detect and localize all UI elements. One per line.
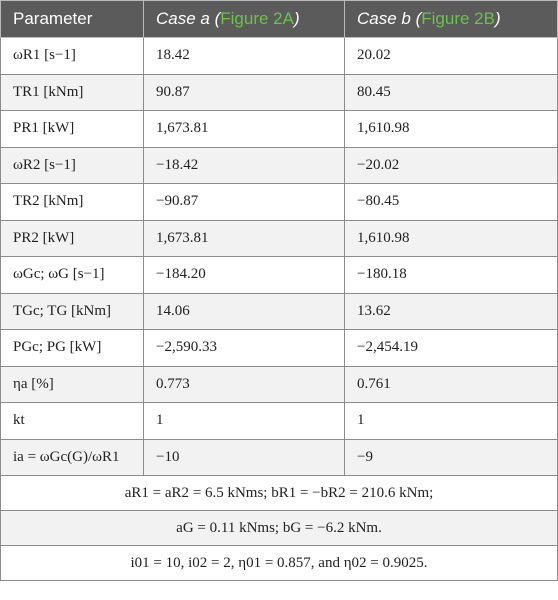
case-a-cell: −184.20 bbox=[144, 257, 345, 294]
header-case-a bbox=[144, 1, 345, 38]
case-a-cell: −90.87 bbox=[144, 184, 345, 221]
table-row bbox=[1, 366, 558, 403]
table-row bbox=[1, 74, 558, 111]
header-case-b bbox=[345, 1, 558, 38]
case-b-cell: 1,610.98 bbox=[345, 111, 558, 148]
figure-2a-link[interactable]: Figure 2A bbox=[220, 9, 294, 28]
case-b-cell: 1 bbox=[345, 403, 558, 440]
case-b-cell: 13.62 bbox=[345, 293, 558, 330]
case-a-cell: −10 bbox=[144, 439, 345, 476]
case-a-cell: −2,590.33 bbox=[144, 330, 345, 367]
note-row bbox=[1, 476, 558, 511]
table-row bbox=[1, 330, 558, 367]
case-a-cell: 18.42 bbox=[144, 38, 345, 75]
param-cell: ωR2 [s−1] bbox=[1, 147, 144, 184]
param-cell: PR1 [kW] bbox=[1, 111, 144, 148]
table-row bbox=[1, 293, 558, 330]
header-row bbox=[1, 1, 558, 38]
param-cell: ωGc; ωG [s−1] bbox=[1, 257, 144, 294]
case-a-cell: −18.42 bbox=[144, 147, 345, 184]
note-ratios-efficiencies: i01 = 10, i02 = 2, η01 = 0.857, and η02 = 0.9025. bbox=[1, 546, 558, 581]
note-row bbox=[1, 511, 558, 546]
table-row bbox=[1, 220, 558, 257]
case-b-cell: −80.45 bbox=[345, 184, 558, 221]
header-case-b-prefix: Case b ( bbox=[357, 9, 422, 28]
header-parameter: Parameter bbox=[1, 1, 144, 38]
header-case-a-prefix: Case a ( bbox=[156, 9, 221, 28]
table-row bbox=[1, 257, 558, 294]
case-a-cell: 90.87 bbox=[144, 74, 345, 111]
table-row bbox=[1, 184, 558, 221]
param-cell: TR1 [kNm] bbox=[1, 74, 144, 111]
case-b-cell: −20.02 bbox=[345, 147, 558, 184]
param-cell: ia = ωGc(G)/ωR1 bbox=[1, 439, 144, 476]
param-cell: ηa [%] bbox=[1, 366, 144, 403]
table-row bbox=[1, 403, 558, 440]
header-case-a-suffix: ) bbox=[293, 9, 300, 28]
header-case-b-suffix: ) bbox=[494, 9, 501, 28]
table-row bbox=[1, 439, 558, 476]
case-b-cell: −180.18 bbox=[345, 257, 558, 294]
case-a-cell: 0.773 bbox=[144, 366, 345, 403]
note-coefficients-r: aR1 = aR2 = 6.5 kNms; bR1 = −bR2 = 210.6 kNm; bbox=[1, 476, 558, 511]
case-b-cell: 1,610.98 bbox=[345, 220, 558, 257]
case-b-cell: 20.02 bbox=[345, 38, 558, 75]
param-cell: PR2 [kW] bbox=[1, 220, 144, 257]
param-cell: ωR1 [s−1] bbox=[1, 38, 144, 75]
param-cell: kt bbox=[1, 403, 144, 440]
case-b-cell: 80.45 bbox=[345, 74, 558, 111]
case-a-cell: 14.06 bbox=[144, 293, 345, 330]
case-b-cell: −2,454.19 bbox=[345, 330, 558, 367]
param-cell: TGc; TG [kNm] bbox=[1, 293, 144, 330]
table-row bbox=[1, 111, 558, 148]
note-row bbox=[1, 546, 558, 581]
table-row bbox=[1, 38, 558, 75]
case-b-cell: 0.761 bbox=[345, 366, 558, 403]
param-cell: TR2 [kNm] bbox=[1, 184, 144, 221]
case-a-cell: 1,673.81 bbox=[144, 220, 345, 257]
case-a-cell: 1,673.81 bbox=[144, 111, 345, 148]
table-row bbox=[1, 147, 558, 184]
case-a-cell: 1 bbox=[144, 403, 345, 440]
param-cell: PGc; PG [kW] bbox=[1, 330, 144, 367]
note-coefficients-g: aG = 0.11 kNms; bG = −6.2 kNm. bbox=[1, 511, 558, 546]
case-b-cell: −9 bbox=[345, 439, 558, 476]
figure-2b-link[interactable]: Figure 2B bbox=[421, 9, 495, 28]
